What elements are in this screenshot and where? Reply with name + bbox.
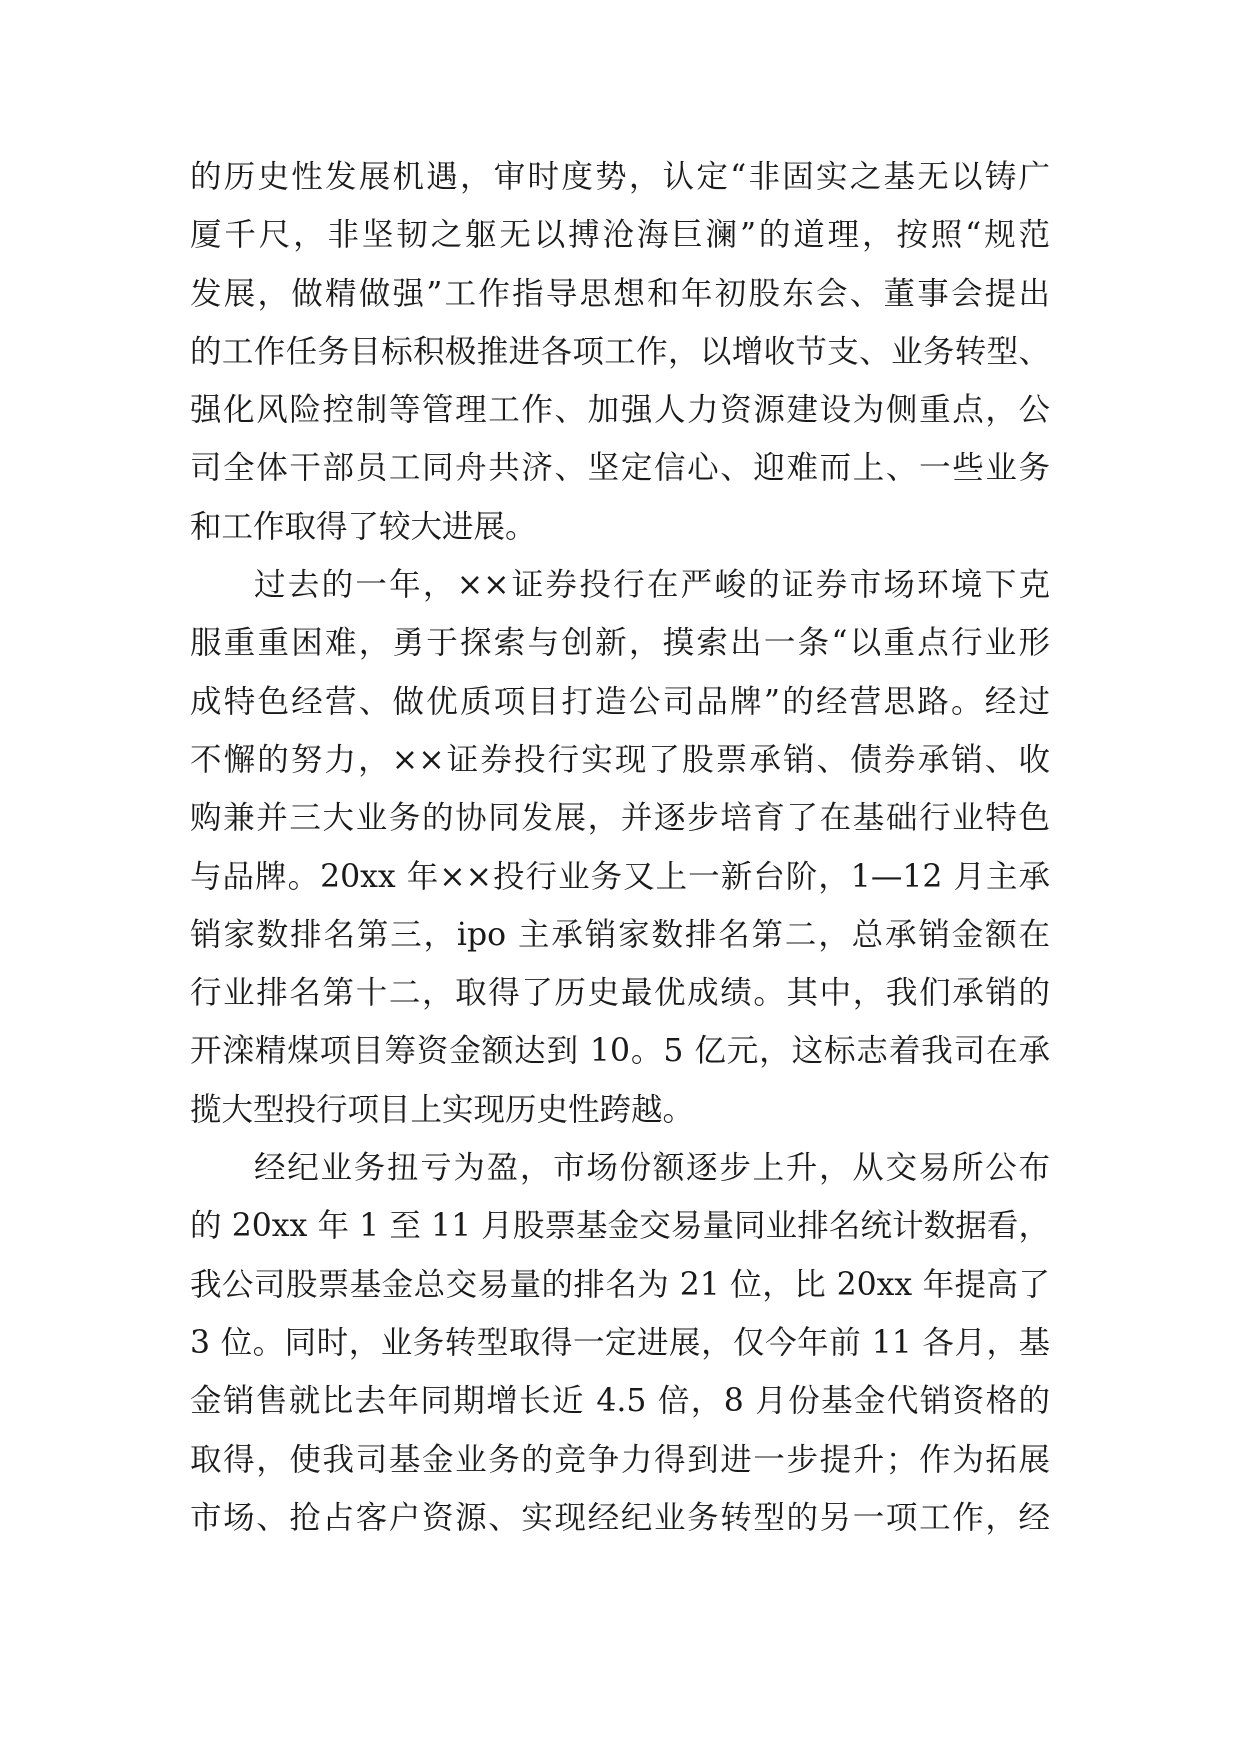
text-line: 行业排名第十二，取得了历史最优成绩。其中，我们承销的: [190, 975, 1050, 1012]
text-line: 购兼并三大业务的协同发展，并逐步培育了在基础行业特色: [190, 800, 1050, 837]
text-line: 取得，使我司基金业务的竞争力得到进一步提升；作为拓展: [190, 1441, 1050, 1478]
text-line: 发展，做精做强”工作指导思想和年初股东会、董事会提出: [190, 275, 1050, 312]
text-line: 的工作任务目标积极推进各项工作，以增收节支、业务转型、: [190, 333, 1050, 370]
text-line: 金销售就比去年同期增长近 4.5 倍，8 月份基金代销资格的: [190, 1383, 1050, 1420]
text-line: 的 20xx 年 1 至 11 月股票基金交易量同业排名统计数据看，: [190, 1208, 1050, 1245]
body-text: [190, 148, 1050, 1547]
text-line: 和工作取得了较大进展。: [190, 508, 537, 545]
text-line: 服重重困难，勇于探索与创新，摸索出一条“以重点行业形: [190, 625, 1050, 662]
text-line: 成特色经营、做优质项目打造公司品牌”的经营思路。经过: [190, 683, 1050, 720]
paragraph-first-line: 经纪业务扭亏为盈，市场份额逐步上升，从交易所公布: [254, 1150, 1050, 1187]
text-line: 销家数排名第三，ipo 主承销家数排名第二，总承销金额在: [190, 916, 1050, 953]
text-line: 我公司股票基金总交易量的排名为 21 位，比 20xx 年提高了: [190, 1266, 1050, 1303]
paragraph-first-line: 过去的一年，××证券投行在严峻的证券市场环境下克: [254, 567, 1050, 604]
text-line: 与品牌。20xx 年××投行业务又上一新台阶，1—12 月主承: [190, 858, 1050, 895]
text-line: 的历史性发展机遇，审时度势，认定“非固实之基无以铸广: [190, 159, 1050, 195]
text-line: 不懈的努力，××证券投行实现了股票承销、债券承销、收: [190, 741, 1050, 778]
text-line: 3 位。同时，业务转型取得一定进展，仅今年前 11 各月，基: [190, 1324, 1050, 1361]
text-line: 开滦精煤项目筹资金额达到 10。5 亿元，这标志着我司在承: [190, 1033, 1050, 1070]
text-line: 厦千尺，非坚韧之躯无以搏沧海巨澜”的道理，按照“规范: [190, 217, 1050, 254]
text-line: 市场、抢占客户资源、实现经纪业务转型的另一项工作，经: [190, 1499, 1050, 1536]
text-line: 揽大型投行项目上实现历史性跨越。: [190, 1091, 695, 1128]
text-line: 强化风险控制等管理工作、加强人力资源建设为侧重点，公: [190, 392, 1050, 429]
text-line: 司全体干部员工同舟共济、坚定信心、迎难而上、一些业务: [190, 450, 1050, 487]
